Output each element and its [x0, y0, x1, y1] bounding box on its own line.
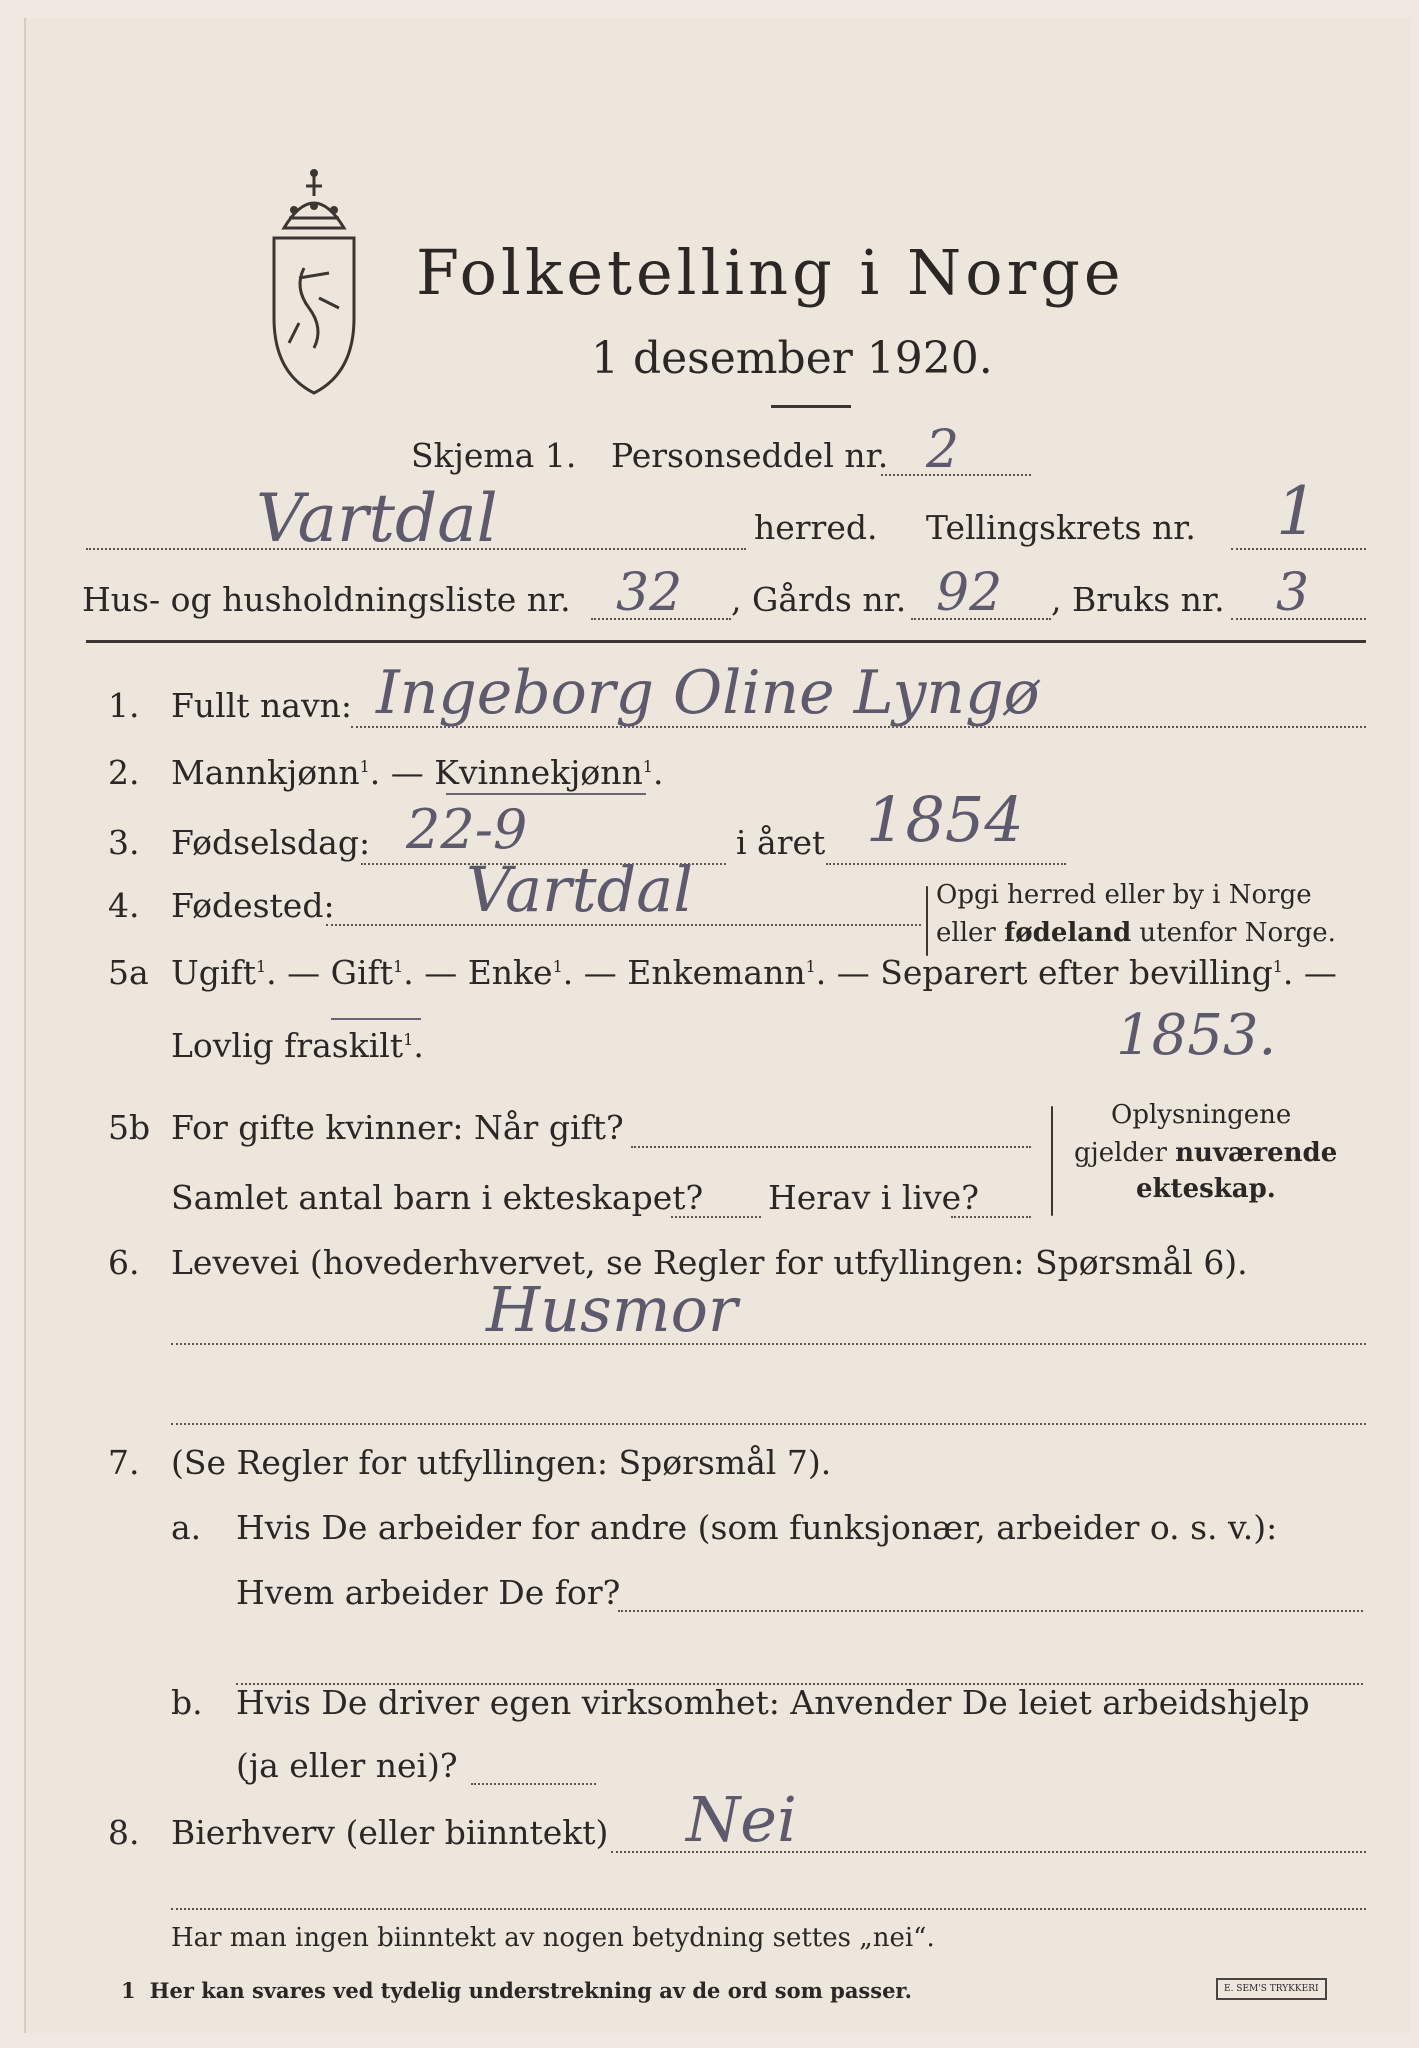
q5a-sep4: . — — [815, 953, 881, 992]
q7b-line — [471, 1783, 596, 1785]
q3-year-label: i året — [736, 823, 826, 862]
printer-stamp: E. SEM'S TRYKKERI — [1216, 1978, 1327, 2000]
q5b-label2: Samlet antal barn i ekteskapet? — [171, 1178, 704, 1217]
q5a-ugift: Ugift — [171, 953, 256, 992]
q5b-note-line2 — [1074, 1138, 1337, 1168]
q5b-label1: For gifte kvinner: Når gift? — [171, 1108, 624, 1147]
q7b-text: Hvis De driver egen virksomhet: Anvender De leiet arbeidshjelp — [236, 1683, 1310, 1722]
q1-label: Fullt navn: — [171, 686, 352, 725]
bruks-value: 3 — [1276, 563, 1310, 623]
q4-label: Fødested: — [171, 886, 335, 925]
q5b-note-line1: Oplysningene — [1111, 1100, 1292, 1130]
tellingskrets-value: 1 — [1276, 473, 1318, 550]
hus-label: Hus- og husholdningsliste nr. — [82, 580, 571, 619]
q7b-sub: (ja eller nei)? — [236, 1746, 458, 1785]
q5b-number: 5b — [108, 1108, 151, 1147]
q6-value: Husmor — [486, 1273, 738, 1346]
q5b-note-a: gjelder — [1074, 1138, 1176, 1168]
q5a-gift: Gift — [330, 953, 394, 992]
q4-note-brace — [926, 886, 928, 956]
q5a-sup1: 1 — [255, 957, 267, 976]
q5b-line2 — [671, 1216, 761, 1218]
personseddel-value: 2 — [926, 420, 960, 480]
footnote — [121, 1978, 912, 2003]
q5b-label3: Herav i live? — [768, 1178, 979, 1217]
q4-note-c: utenfor Norge. — [1131, 918, 1336, 948]
q6-number: 6. — [108, 1243, 140, 1282]
q2-kvinnekjonn: Kvinnekjønn — [434, 753, 643, 792]
q5a-sup6: 1 — [403, 1030, 414, 1049]
q7b-letter: b. — [171, 1683, 203, 1722]
q2-end: . — [652, 753, 664, 792]
q7-number: 7. — [108, 1443, 140, 1482]
q2-sep: . — — [369, 753, 435, 792]
q4-note-b: fødeland — [1004, 918, 1132, 948]
q2-mannkjonn: Mannkjønn — [171, 753, 360, 792]
census-date: 1 desember 1920. — [591, 333, 993, 384]
personseddel-label: Personseddel nr. — [611, 436, 889, 475]
q7a-text: Hvis De arbeider for andre (som funksjonær, arbeider o. s. v.): — [236, 1508, 1278, 1547]
q2-sup2: 1 — [642, 757, 653, 776]
q5b-line3 — [951, 1216, 1031, 1218]
census-form — [24, 18, 1411, 2033]
q5b-note-brace — [1051, 1106, 1053, 1216]
q2-number: 2. — [108, 753, 140, 792]
footnote-text: Her kan svares ved tydelig understrekning av de ord som passer. — [149, 1978, 912, 2003]
q7a-line1 — [618, 1610, 1363, 1612]
q7a-letter: a. — [171, 1508, 202, 1547]
q1-value: Ingeborg Oline Lyngø — [376, 658, 1040, 728]
q3-number: 3. — [108, 823, 140, 862]
q7-label: (Se Regler for utfyllingen: Spørsmål 7). — [171, 1443, 832, 1482]
q5a-options — [171, 953, 1337, 992]
q3-year-line — [826, 863, 1066, 865]
herred-value: Vartdal — [256, 480, 498, 557]
q3-label: Fødselsdag: — [171, 823, 371, 862]
q8-number: 8. — [108, 1813, 140, 1852]
gards-value: 92 — [936, 563, 1003, 623]
skjema-label: Skjema 1. — [411, 436, 577, 475]
q2-sup1: 1 — [359, 757, 370, 776]
q5a-sep2: . — — [403, 953, 468, 992]
q4-number: 4. — [108, 886, 140, 925]
q4-note-line1: Opgi herred eller by i Norge — [936, 880, 1312, 910]
q5a-value: 1853. — [1116, 1003, 1277, 1068]
q7a-sub: Hvem arbeider De for? — [236, 1573, 621, 1612]
herred-line — [86, 548, 746, 550]
q3-year-value: 1854 — [866, 783, 1024, 856]
q5a-enkemann: Enkemann — [627, 953, 806, 992]
title-divider — [771, 405, 851, 408]
q1-number: 1. — [108, 686, 140, 725]
q5a-enke: Enke — [467, 953, 553, 992]
hus-value: 32 — [616, 563, 683, 623]
q5a-sep1: . — — [266, 953, 331, 992]
q5b-note-line3: ekteskap. — [1136, 1174, 1276, 1204]
q5a-sep5: . — — [1282, 953, 1337, 992]
coat-of-arms-icon — [244, 158, 384, 398]
q5a-sup5: 1 — [1272, 957, 1283, 976]
q6-label: Levevei (hovederhvervet, se Regler for utfyllingen: Spørsmål 6). — [171, 1243, 1248, 1282]
header-divider — [86, 640, 1366, 643]
q8-label: Bierhverv (eller biinntekt) — [171, 1813, 609, 1852]
q5a-lovlig: Lovlig fraskilt — [171, 1026, 404, 1065]
q4-note-line2 — [936, 918, 1336, 948]
q4-note-a: eller — [936, 918, 1005, 948]
q5a-lovlig-line — [171, 1026, 424, 1065]
bruks-label: , Bruks nr. — [1051, 580, 1225, 619]
q8-value: Nei — [686, 1783, 797, 1856]
q5a-sup4: 1 — [805, 957, 816, 976]
gards-label: , Gårds nr. — [731, 580, 907, 619]
form-title: Folketelling i Norge — [416, 236, 1125, 309]
tellingskrets-label: Tellingskrets nr. — [926, 508, 1196, 547]
q2-text — [171, 753, 663, 792]
q5b-line1 — [631, 1146, 1031, 1148]
q5b-note-b: nuværende — [1175, 1138, 1338, 1168]
footnote-number: 1 — [121, 1978, 136, 2003]
q5a-number: 5a — [108, 953, 149, 992]
q5a-sup2: 1 — [393, 957, 404, 976]
q2-kvinnekjonn-underline — [446, 793, 646, 795]
q8-line2 — [171, 1908, 1366, 1910]
q6-line1 — [171, 1343, 1366, 1345]
q4-value: Vartdal — [466, 853, 694, 926]
q3-value: 22-9 — [406, 798, 528, 861]
q6-line2 — [171, 1423, 1366, 1425]
herred-label: herred. — [754, 508, 878, 547]
q5a-sup3: 1 — [552, 957, 563, 976]
footer-note: Har man ingen biinntekt av nogen betydning settes „nei“. — [171, 1923, 935, 1953]
q5a-separert: Separert efter bevilling — [880, 953, 1273, 992]
q5a-end: . — [413, 1026, 424, 1065]
q5a-sep3: . — — [562, 953, 628, 992]
q5a-gift-underline — [331, 1018, 421, 1020]
